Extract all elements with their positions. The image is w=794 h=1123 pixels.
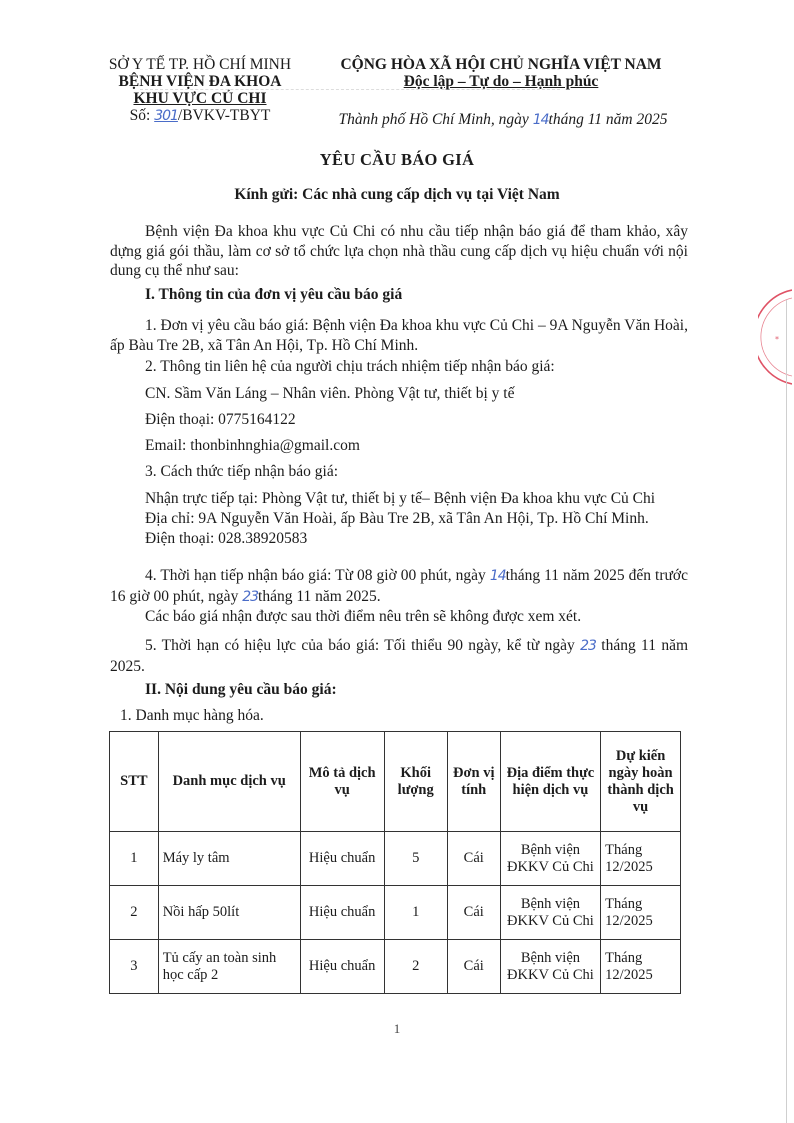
contact-phone: Điện thoại: 0775164122: [145, 411, 296, 428]
cell-description: Hiệu chuẩn: [300, 832, 384, 886]
scan-edge-line: [786, 300, 787, 1123]
national-header-block: [318, 56, 684, 90]
cell-quantity: 5: [384, 832, 447, 886]
handwritten-number: 301: [154, 108, 178, 124]
ministry-line: SỞ Y TẾ TP. HỒ CHÍ MINH: [108, 56, 292, 73]
section2-sub1: 1. Danh mục hàng hóa.: [120, 707, 264, 724]
cell-location: Bệnh viện ĐKKV Củ Chi: [500, 886, 601, 940]
cell-unit: Cái: [447, 832, 500, 886]
hospital-name-line2: KHU VỰC CỦ CHI: [133, 90, 267, 107]
header-unit: Đơn vị tính: [447, 732, 500, 832]
table-row: [110, 832, 681, 886]
intro-paragraph: Bệnh viện Đa khoa khu vực Củ Chi có nhu cầu tiếp nhận báo giá để tham khảo, xây dựng giá gói thầu, làm cơ sở tổ chức lựa chọn nhà thầu cung cấp dịch vụ hiệu chuẩn với nội dung cụ thể như sau:: [110, 223, 688, 279]
table-row: [110, 940, 681, 994]
contact-email[interactable]: Email: thonbinhnghia@gmail.com: [145, 437, 360, 454]
cell-stt: 3: [110, 940, 159, 994]
header-location: Địa điểm thực hiện dịch vụ: [500, 732, 601, 832]
header-expected-completion: Dự kiến ngày hoàn thành dịch vụ: [601, 732, 681, 832]
page-number: 1: [393, 1021, 401, 1036]
cell-description: Hiệu chuẩn: [300, 886, 384, 940]
cell-description: Hiệu chuẩn: [300, 940, 384, 994]
section2-heading: II. Nội dung yêu cầu báo giá:: [145, 681, 337, 698]
cell-location: Bệnh viện ĐKKV Củ Chi: [500, 940, 601, 994]
section1-item3: 3. Cách thức tiếp nhận báo giá:: [145, 463, 339, 480]
late-submission-note: Các báo giá nhận được sau thời điểm nêu trên sẽ không được xem xét.: [145, 608, 582, 625]
receive-location: Nhận trực tiếp tại: Phòng Vật tư, thiết bị y tế– Bệnh viện Đa khoa khu vực Củ Chi Địa chỉ: 9A Nguyễn Văn Hoài, ấp Bàu Tre 2B, xã Tân An Hội, Tp. Hồ Chí Minh. Điện thoại: 028.38920583: [145, 490, 656, 547]
handwritten-start-day: 14: [489, 568, 506, 584]
cell-location: Bệnh viện ĐKKV Củ Chi: [500, 832, 601, 886]
header-service-name: Danh mục dịch vụ: [158, 732, 300, 832]
table-row: [110, 886, 681, 940]
svg-text:*: *: [775, 335, 779, 344]
handwritten-end-day: 23: [242, 588, 259, 605]
table-header-row: [110, 732, 681, 832]
greeting: Kính gửi: Các nhà cung cấp dịch vụ tại Việt Nam: [234, 186, 560, 203]
header-description: Mô tả dịch vụ: [300, 732, 384, 832]
section1-item4: 4. Thời hạn tiếp nhận báo giá: Từ 08 giờ 00 phút, ngày 14tháng 11 năm 2025 đến trước 16 giờ 00 phút, ngày 23tháng 11 năm 2025.: [110, 567, 688, 605]
national-motto: Độc lập – Tự do – Hạnh phúc: [403, 73, 599, 90]
handwritten-day: 14: [532, 112, 549, 128]
contact-person: CN. Sầm Văn Láng – Nhân viên. Phòng Vật tư, thiết bị y tế: [145, 385, 515, 402]
cell-quantity: 1: [384, 886, 447, 940]
header-stt: STT: [110, 732, 159, 832]
section1-item5: 5. Thời hạn có hiệu lực của báo giá: Tối thiểu 90 ngày, kể từ ngày 23 tháng 11 năm 2025.: [110, 637, 689, 675]
country-name: CỘNG HÒA XÃ HỘI CHỦ NGHĨA VIỆT NAM: [340, 56, 662, 73]
cell-unit: Cái: [447, 940, 500, 994]
cell-stt: 2: [110, 886, 159, 940]
cell-service-name: Máy ly tâm: [158, 832, 300, 886]
cell-stt: 1: [110, 832, 159, 886]
section1-heading: I. Thông tin của đơn vị yêu cầu báo giá: [145, 286, 403, 303]
cell-service-name: Nồi hấp 50lít: [158, 886, 300, 940]
issuing-agency-block: [102, 56, 298, 125]
hospital-name-line1: BỆNH VIỆN ĐA KHOA: [118, 73, 282, 90]
section1-item1: 1. Đơn vị yêu cầu báo giá: Bệnh viện Đa khoa khu vực Củ Chi – 9A Nguyễn Văn Hoài, ấp Bàu Tre 2B, xã Tân An Hội, Tp. Hồ Chí Minh.: [110, 317, 688, 354]
cell-quantity: 2: [384, 940, 447, 994]
cell-completion: Tháng 12/2025: [601, 886, 681, 940]
service-items-table: [109, 731, 681, 994]
section1-item2: 2. Thông tin liên hệ của người chịu trách nhiệm tiếp nhận báo giá:: [145, 358, 555, 375]
cell-completion: Tháng 12/2025: [601, 832, 681, 886]
document-date: Thành phố Hồ Chí Minh, ngày 14tháng 11 năm 2025: [338, 111, 668, 128]
cell-unit: Cái: [447, 886, 500, 940]
document-number: Số: 301/BVKV-TBYT: [129, 107, 271, 124]
header-quantity: Khối lượng: [384, 732, 447, 832]
cell-service-name: Tủ cấy an toàn sinh học cấp 2: [158, 940, 300, 994]
cell-completion: Tháng 12/2025: [601, 940, 681, 994]
handwritten-validity-day: 23: [580, 638, 596, 654]
document-title: YÊU CẦU BÁO GIÁ: [319, 150, 475, 169]
